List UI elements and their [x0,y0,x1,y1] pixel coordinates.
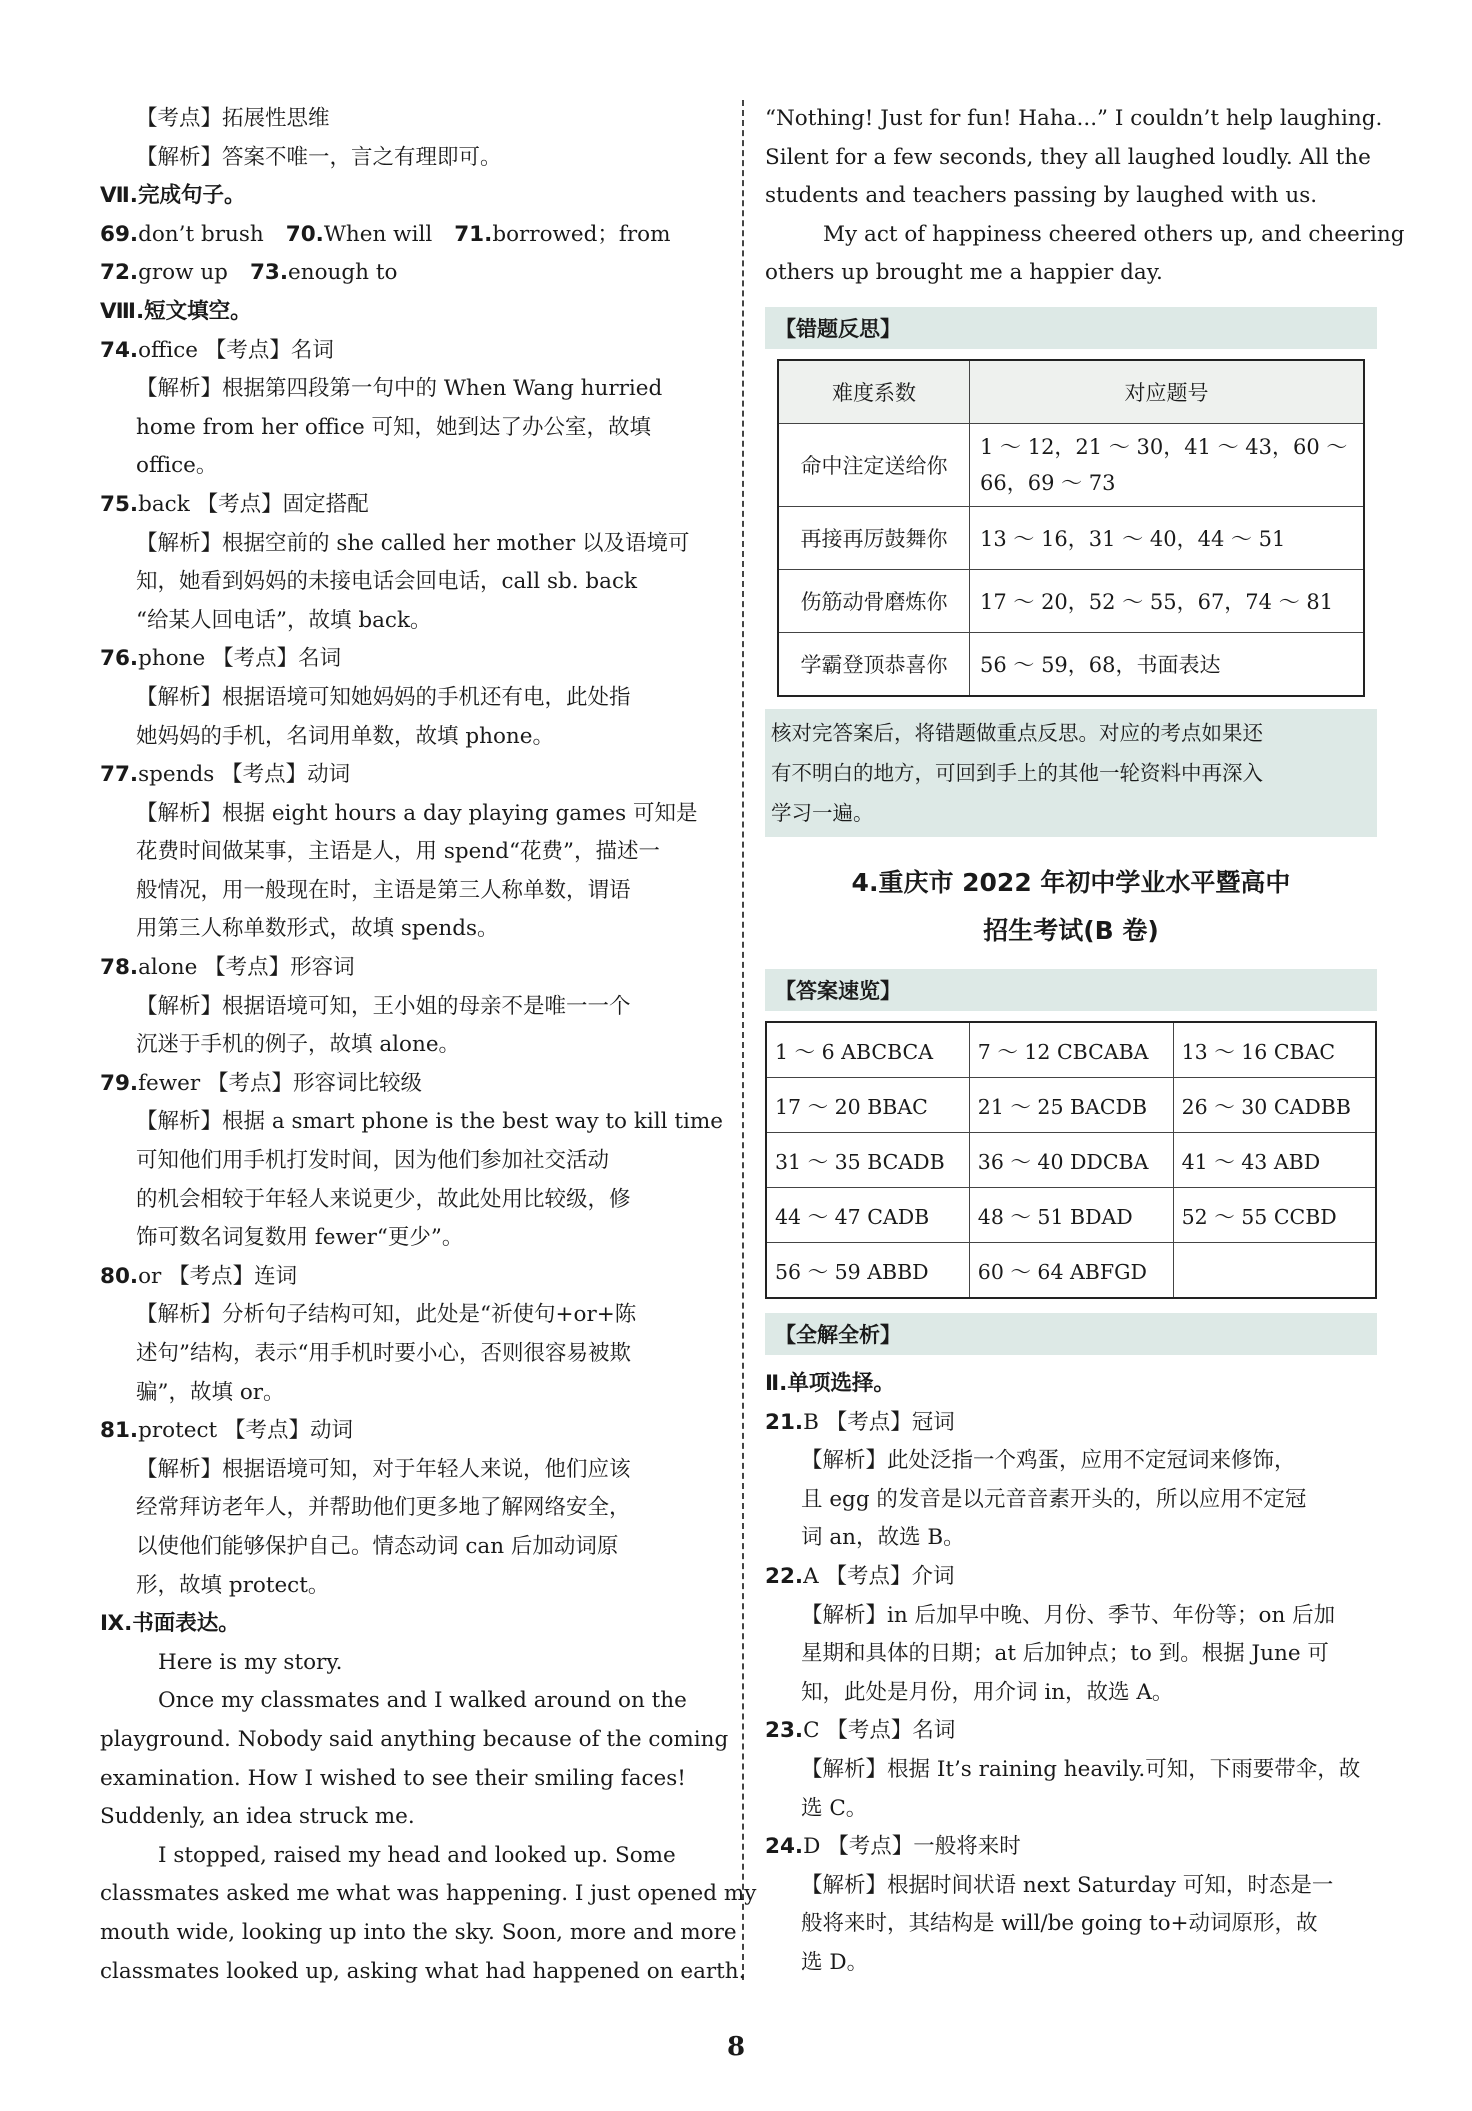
question-header: 76.phone 【考点】名词 [100,646,342,672]
explanation-line: 形，故填 protect。 [136,1572,330,1598]
page-number: 8 [726,2032,746,2062]
answer-cell: 31 ～ 35 BCADB [766,1132,969,1187]
numbers-cell: 13 ～ 16，31 ～ 40，44 ～ 51 [970,506,1365,569]
question-header: 81.protect 【考点】动词 [100,1418,353,1444]
section-heading: Ⅷ.短文填空。 [100,298,252,324]
explanation-line: office。 [136,453,218,479]
explanation-line: 沉迷于手机的例子，故填 alone。 [136,1032,461,1058]
explanation-line: 般情况，用一般现在时，主语是第三人称单数，谓语 [136,877,631,903]
level-cell: 命中注定送给你 [778,423,970,506]
explanation-line: 骗”，故填 or。 [136,1379,285,1405]
explanation-line: 【解析】根据时间状语 next Saturday 可知，时态是一 [801,1872,1334,1898]
numbers-cell: 56 ～ 59，68，书面表达 [970,632,1365,696]
table-row [766,1022,1376,1078]
numbers-cell: 17 ～ 20，52 ～ 55，67，74 ～ 81 [970,569,1365,632]
essay-line: examination. How I wished to see their smiling faces! [100,1765,686,1791]
table-row [766,1077,1376,1132]
section-heading: Ⅱ.单项选择。 [765,1370,895,1396]
explanation-line: home from her office 可知，她到达了办公室，故填 [136,414,652,440]
table-row [778,423,1364,506]
question-header: 24.D 【考点】一般将来时 [765,1834,1021,1860]
explanation-line: 且 egg 的发音是以元音音素开头的，所以应用不定冠 [801,1486,1307,1512]
essay-line: “Nothing! Just for fun! Haha...” I couldn’t help laughing. [765,106,1383,131]
explanation-line: “给某人回电话”，故填 back。 [136,607,432,633]
essay-line: playground. Nobody said anything because of the coming [100,1726,729,1752]
table-header-row [778,360,1364,424]
essay-line: students and teachers passing by laughed with us. [765,183,1318,209]
explanation-line: 以使他们能够保护自己。情态动词 can 后加动词原 [136,1533,619,1559]
question-header: 74.office 【考点】名词 [100,337,334,363]
explanation-line: 【解析】根据语境可知，对于年轻人来说，他们应该 [136,1456,631,1482]
answer-line: 69.don’t brush 70.When will 71.borrowed；from [100,221,671,247]
question-header: 21.B 【考点】冠词 [765,1409,955,1435]
answer-cell: 60 ～ 64 ABFGD [969,1242,1173,1298]
essay-line: classmates asked me what was happening. I just opened my [100,1881,757,1907]
explanation-line: 【解析】分析句子结构可知，此处是“祈使句+or+陈 [136,1302,637,1328]
essay-line: Here is my story. [158,1649,343,1675]
level-cell: 再接再厉鼓舞你 [778,506,970,569]
explanation-line: 般将来时，其结构是 will/be going to+动词原形，故 [801,1911,1318,1937]
explanation-line: 【解析】in 后加早中晚、月份、季节、年份等；on 后加 [801,1602,1336,1628]
numbers-cell: 1 ～ 12，21 ～ 30，41 ～ 43，60 ～ 66，69 ～ 73 [970,423,1365,506]
explanation-line: 选 C。 [801,1795,868,1821]
answer-cell: 41 ～ 43 ABD [1173,1132,1376,1187]
level-cell: 伤筋动骨磨炼你 [778,569,970,632]
explanation-line: 饰可数名词复数用 fewer“更少”。 [136,1225,464,1251]
essay-line: Once my classmates and I walked around on the [158,1688,687,1714]
table-row [778,506,1364,569]
left-column [100,100,757,1991]
exam-title: 4.重庆市 2022 年初中学业水平暨高中 招生考试(B 卷) [851,867,1291,945]
explanation-line: 【解析】根据 eight hours a day playing games 可知是 [136,800,698,826]
explanation-line: 【解析】根据语境可知，王小姐的母亲不是唯一一个 [136,993,631,1019]
table-row [766,1132,1376,1187]
answer-cell [1173,1242,1376,1298]
level-cell: 学霸登顶恭喜你 [778,632,970,696]
answer-line: 72.grow up 73.enough to [100,260,398,286]
answer-cell: 36 ～ 40 DDCBA [969,1132,1173,1187]
essay-line: others up brought me a happier day. [765,260,1163,286]
table-row [778,632,1364,696]
right-column [765,100,1405,1982]
answer-cell: 1 ～ 6 ABCBCA [766,1022,969,1078]
answer-cell: 52 ～ 55 CCBD [1173,1187,1376,1242]
reflection-label: 【错题反思】 [765,307,1377,349]
full-analysis-label: 【全解全析】 [765,1313,1377,1355]
table-header: 难度系数 [778,360,970,424]
explanation-line: 知，此处是月份，用介词 in，故选 A。 [801,1679,1174,1705]
reflection-table [777,359,1365,697]
explanation-line: 【解析】根据第四段第一句中的 When Wang hurried [136,376,663,402]
essay-line: mouth wide, looking up into the sky. Soon, more and more [100,1919,737,1945]
section-heading: Ⅸ.书面表达。 [100,1611,240,1637]
explanation-line: 经常拜访老年人，并帮助他们更多地了解网络安全， [136,1495,631,1521]
explanation-line: 词 an，故选 B。 [801,1525,965,1551]
explanation-line: 用第三人称单数形式，故填 spends。 [136,916,499,942]
explanation-line: 【解析】根据空前的 she called her mother 以及语境可 [136,530,690,556]
answer-cell: 44 ～ 47 CADB [766,1187,969,1242]
jiexi-line: 【解析】答案不唯一，言之有理即可。 [136,144,502,170]
question-header: 79.fewer 【考点】形容词比较级 [100,1070,423,1096]
kaodian-line: 【考点】拓展性思维 [136,106,330,131]
answer-cell: 26 ～ 30 CADBB [1173,1077,1376,1132]
answer-cell: 13 ～ 16 CBAC [1173,1022,1376,1078]
explanation-line: 星期和具体的日期；at 后加钟点；to 到。根据 June 可 [801,1641,1329,1667]
answer-cell: 7 ～ 12 CBCABA [969,1022,1173,1078]
table-header: 对应题号 [970,360,1365,424]
answer-grid [765,1021,1377,1299]
question-header: 78.alone 【考点】形容词 [100,955,355,981]
explanation-line: 【解析】根据 It’s raining heavily.可知，下雨要带伞，故 [801,1756,1361,1782]
explanation-line: 她妈妈的手机，名词用单数，故填 phone。 [136,723,554,749]
question-header: 22.A 【考点】介词 [765,1563,955,1589]
answer-cell: 48 ～ 51 BDAD [969,1187,1173,1242]
explanation-line: 花费时间做某事，主语是人，用 spend“花费”，描述一 [136,839,660,865]
essay-line: classmates looked up, asking what had happened on earth. [100,1958,746,1984]
reflection-note: 核对完答案后，将错题做重点反思。对应的考点如果还 有不明白的地方，可回到手上的其他一轮资料中再深入 学习一遍。 [765,709,1377,837]
explanation-line: 述句”结构，表示“用手机时要小心，否则很容易被欺 [136,1341,631,1366]
explanation-line: 知，她看到妈妈的未接电话会回电话，call sb. back [136,569,638,595]
quick-answers-label: 【答案速览】 [765,969,1377,1011]
column-divider [742,100,744,1980]
question-header: 23.C 【考点】名词 [765,1718,956,1744]
answer-cell: 17 ～ 20 BBAC [766,1077,969,1132]
essay-line: Silent for a few seconds, they all laughed loudly. All the [765,144,1371,170]
table-row [778,569,1364,632]
explanation-line: 【解析】根据 a smart phone is the best way to kill time [136,1109,723,1135]
essay-line: My act of happiness cheered others up, and cheering [823,221,1405,247]
question-header: 77.spends 【考点】动词 [100,762,351,788]
table-row [766,1187,1376,1242]
question-header: 75.back 【考点】固定搭配 [100,491,369,517]
essay-line: I stopped, raised my head and looked up. Some [158,1842,676,1868]
explanation-line: 可知他们用手机打发时间，因为他们参加社交活动 [136,1148,610,1174]
explanation-line: 【解析】此处泛指一个鸡蛋，应用不定冠词来修饰， [801,1448,1296,1474]
section-heading: Ⅶ.完成句子。 [100,183,246,209]
table-row [766,1242,1376,1298]
answer-cell: 21 ～ 25 BACDB [969,1077,1173,1132]
explanation-line: 【解析】根据语境可知她妈妈的手机还有电，此处指 [136,684,631,710]
explanation-line: 选 D。 [801,1949,869,1975]
explanation-line: 的机会相较于年轻人来说更少，故此处用比较级，修 [136,1186,631,1212]
essay-line: Suddenly, an idea struck me. [100,1804,415,1830]
answer-cell: 56 ～ 59 ABBD [766,1242,969,1298]
question-header: 80.or 【考点】连词 [100,1263,298,1289]
